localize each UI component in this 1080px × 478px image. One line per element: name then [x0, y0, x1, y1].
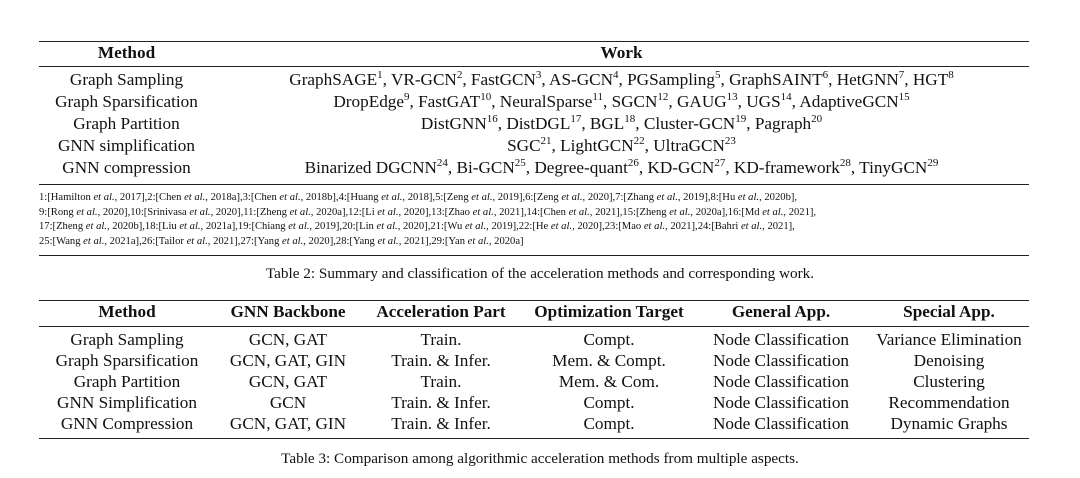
table3-row	[39, 350, 1039, 372]
work-item: UltraGCN$^{23}$	[653, 135, 736, 155]
table3-backbone-cell: GCN, GAT, GIN	[229, 414, 347, 433]
work-item: GraphSAGE$^1$	[289, 69, 383, 89]
table3-general-app-cell: Node Classification	[712, 372, 850, 391]
table3-method-cell: GNN Simplification	[57, 393, 197, 412]
table2-work-cell: DistGNN$^{16}$, DistDGL$^{17}$, BGL$^{18}$, Cluster-GCN$^{19}$, Pagraph$^{20}$	[420, 113, 823, 133]
work-item: Binarized DGCNN$^{24}$	[304, 157, 448, 177]
work-item: SGC$^{21}$	[507, 135, 552, 155]
table3-row	[39, 413, 1039, 435]
table2-work-cell: DropEdge$^9$, FastGAT$^{10}$, NeuralSparse$^{11}$, SGCN$^{12}$, GAUG$^{13}$, UGS$^{14}$, AdaptiveGCN$^{15}$	[333, 91, 910, 111]
table3-method-cell: Graph Sparsification	[55, 351, 199, 370]
table2-work-cell: Binarized DGCNN$^{24}$, Bi-GCN$^{25}$, Degree-quant$^{26}$, KD-GCN$^{27}$, KD-framework$^{28}$, TinyGCN$^{29}$	[304, 157, 939, 177]
citation-number: 14	[780, 91, 792, 103]
reference-line: 25:[Wang et al., 2021a],26:[Tailor et al., 2021],27:[Yang et al., 2020],28:[Yang et al., 2021],29:[Yan et al., 2020a]	[39, 235, 524, 247]
citation-number: 25	[514, 157, 526, 169]
table3-general-app-cell: Node Classification	[712, 414, 850, 433]
citation-number: 7	[898, 69, 905, 81]
work-item: VR-GCN$^2$	[390, 69, 463, 89]
work-item: HGT$^8$	[912, 69, 954, 89]
reference-line: 9:[Rong et al., 2020],10:[Srinivasa et al., 2020],11:[Zheng et al., 2020a],12:[Li et al., 2020],13:[Zhao et al., 2021],14:[Chen et al., 2021],15:[Zheng et al., 2020a],16:[Md et al., 2021],	[39, 206, 817, 218]
table3-method-cell: Graph Sampling	[70, 330, 184, 349]
citation-number: 27	[714, 157, 726, 169]
table2-row	[39, 69, 1029, 91]
table3-bottom-rule	[39, 438, 1029, 439]
table2-caption: Table 2: Summary and classification of the acceleration methods and corresponding work.	[265, 265, 815, 282]
citation-number: 21	[540, 135, 552, 147]
work-item: AdaptiveGCN$^{15}$	[799, 91, 910, 111]
citation-number: 22	[633, 135, 645, 147]
table2-header	[39, 42, 1029, 64]
citation-number: 5	[714, 69, 721, 81]
work-item: Cluster-GCN$^{19}$	[643, 113, 747, 133]
table2-references	[39, 191, 1039, 249]
citation-number: 4	[613, 69, 619, 81]
work-item: KD-framework$^{28}$	[733, 157, 851, 177]
table3-acceleration-part-cell: Train.	[420, 372, 462, 391]
citation-number: 16	[486, 113, 498, 125]
table3-special-app-cell: Recommendation	[888, 393, 1010, 412]
table3-header-special-app: Special App.	[903, 302, 995, 321]
citation-number: 29	[927, 157, 939, 169]
table2-work-cell: SGC$^{21}$, LightGCN$^{22}$, UltraGCN$^{23}$	[507, 135, 736, 155]
work-item: GraphSAINT$^6$	[729, 69, 829, 89]
table3-row	[39, 392, 1039, 414]
table2-row	[39, 157, 1029, 179]
work-item: SGCN$^{12}$	[611, 91, 669, 111]
table3-backbone-cell: GCN	[269, 393, 307, 412]
citation-number: 10	[480, 91, 492, 103]
citation-number: 1	[377, 69, 383, 81]
citation-number: 9	[404, 91, 410, 103]
work-item: KD-GCN$^{27}$	[647, 157, 726, 177]
table3-header-backbone: GNN Backbone	[230, 302, 346, 321]
citation-number: 20	[811, 113, 823, 125]
work-item: Bi-GCN$^{25}$	[456, 157, 526, 177]
table2-row	[39, 113, 1029, 135]
work-item: UGS$^{14}$	[746, 91, 792, 111]
table3-header-method: Method	[98, 302, 156, 321]
table2-header-method: Method	[97, 43, 156, 62]
table3-header-general-app: General App.	[731, 302, 831, 321]
table3-optimization-target-cell: Compt.	[583, 393, 635, 412]
work-item: NeuralSparse$^{11}$	[499, 91, 603, 111]
work-item: Degree-quant$^{26}$	[534, 157, 639, 177]
reference-line: 17:[Zheng et al., 2020b],18:[Liu et al., 2021a],19:[Chiang et al., 2019],20:[Lin et al., 2020],21:[Wu et al., 2019],22:[He et al., 2020],23:[Mao et al., 2021],24:[Bahri et al., 2021],	[39, 221, 795, 232]
table2-method-cell: GNN compression	[62, 158, 191, 177]
table3-header-optimization-target: Optimization Target	[534, 302, 684, 321]
work-item: DistDGL$^{17}$	[506, 113, 582, 133]
table2-row	[39, 91, 1029, 113]
work-item: FastGAT$^{10}$	[418, 91, 492, 111]
citation-number: 17	[570, 113, 582, 125]
citation-number: 26	[627, 157, 639, 169]
table2-mid-rule	[39, 66, 1029, 67]
citation-number: 23	[724, 135, 736, 147]
table3-caption: Table 3: Comparison among algorithmic acceleration methods from multiple aspects.	[281, 450, 799, 467]
work-item: LightGCN$^{22}$	[560, 135, 645, 155]
table3-backbone-cell: GCN, GAT	[248, 372, 328, 391]
work-item: PGSampling$^5$	[627, 69, 721, 89]
citation-number: 6	[822, 69, 829, 81]
citation-number: 12	[657, 91, 669, 103]
table3-backbone-cell: GCN, GAT	[248, 330, 328, 349]
table3-general-app-cell: Node Classification	[712, 330, 850, 349]
work-item: DistGNN$^{16}$	[420, 113, 498, 133]
table3-acceleration-part-cell: Train. & Infer.	[391, 351, 491, 370]
table2-method-cell: Graph Sparsification	[55, 92, 198, 111]
table3-acceleration-part-cell: Train.	[420, 330, 462, 349]
table2-method-cell: Graph Partition	[73, 114, 180, 133]
table3-method-cell: GNN Compression	[60, 414, 194, 433]
table2-row	[39, 135, 1029, 157]
table3-special-app-cell: Clustering	[913, 372, 985, 391]
table3-general-app-cell: Node Classification	[712, 393, 850, 412]
table3-optimization-target-cell: Compt.	[583, 414, 635, 433]
table3-header-acceleration-part: Acceleration Part	[376, 302, 506, 321]
citation-number: 19	[735, 113, 747, 125]
table3-row	[39, 329, 1039, 351]
citation-number: 15	[898, 91, 910, 103]
table2-header-work: Work	[600, 43, 643, 62]
work-item: BGL$^{18}$	[589, 113, 636, 133]
table2-refs-rule	[39, 184, 1029, 185]
table3-special-app-cell: Variance Elimination	[876, 330, 1022, 349]
table3-method-cell: Graph Partition	[73, 372, 181, 391]
table3-mid-rule	[39, 326, 1029, 327]
table3-optimization-target-cell: Mem. & Compt.	[552, 351, 666, 370]
table3-optimization-target-cell: Compt.	[583, 330, 635, 349]
table3-special-app-cell: Denoising	[913, 351, 985, 370]
work-item: FastGCN$^3$	[470, 69, 542, 89]
work-item: DropEdge$^9$	[333, 91, 410, 111]
table3-acceleration-part-cell: Train. & Infer.	[391, 414, 491, 433]
table3-row	[39, 371, 1039, 393]
table3-special-app-cell: Dynamic Graphs	[890, 414, 1008, 433]
citation-number: 24	[436, 157, 448, 169]
work-item: TinyGCN$^{29}$	[859, 157, 939, 177]
citation-number: 13	[726, 91, 738, 103]
citation-number: 11	[592, 91, 603, 103]
citation-number: 18	[624, 113, 636, 125]
work-item: GAUG$^{13}$	[677, 91, 738, 111]
table3-backbone-cell: GCN, GAT, GIN	[229, 351, 347, 370]
reference-line: 1:[Hamilton et al., 2017],2:[Chen et al., 2018a],3:[Chen et al., 2018b],4:[Huang et al., 2018],5:[Zeng et al., 2019],6:[Zeng et al., 2020],7:[Zhang et al., 2019],8:[Hu et al., 2020b],	[39, 192, 798, 203]
table2-work-cell: GraphSAGE$^1$, VR-GCN$^2$, FastGCN$^3$, AS-GCN$^4$, PGSampling$^5$, GraphSAINT$^6$, HetGNN$^7$, HGT$^8$	[289, 69, 954, 89]
table3-header	[39, 301, 1039, 323]
table3-general-app-cell: Node Classification	[712, 351, 850, 370]
citation-number: 28	[839, 157, 851, 169]
table2-method-cell: Graph Sampling	[69, 70, 184, 89]
work-item: HetGNN$^7$	[836, 69, 905, 89]
table3-optimization-target-cell: Mem. & Com.	[558, 372, 660, 391]
citation-number: 2	[456, 69, 463, 81]
citation-number: 8	[948, 69, 954, 81]
table2-bottom-rule	[39, 255, 1029, 256]
table2-method-cell: GNN simplification	[57, 136, 195, 155]
work-item: Pagraph$^{20}$	[754, 113, 823, 133]
citation-number: 3	[535, 69, 542, 81]
table3-acceleration-part-cell: Train. & Infer.	[391, 393, 491, 412]
work-item: AS-GCN$^4$	[549, 69, 619, 89]
